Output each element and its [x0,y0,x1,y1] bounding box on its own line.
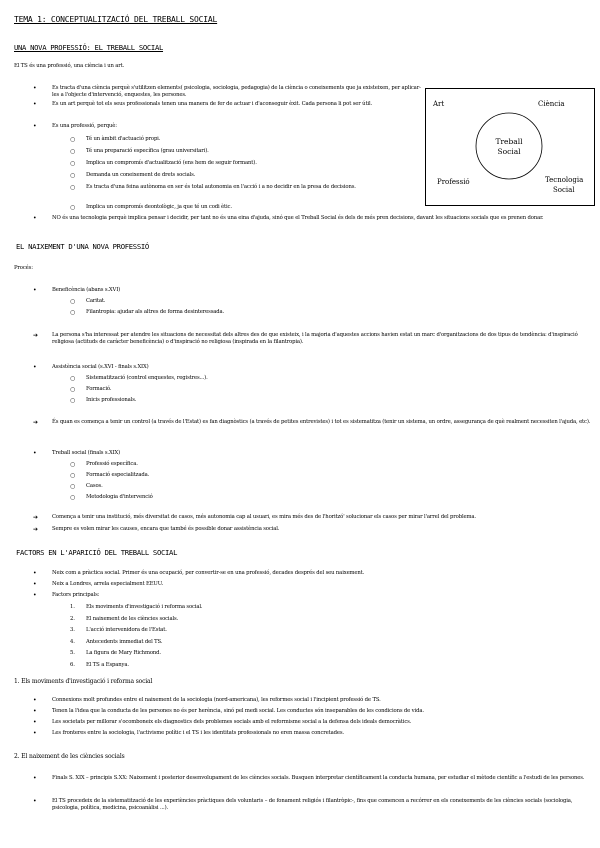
bullet-icon: • [33,697,37,704]
bullet-icon: • [33,85,37,92]
diagram-label-art: Art [433,100,445,108]
diagram-center-line1: Treball [495,137,523,146]
sub-item: Caritat. [86,298,106,304]
factor-number: 4. [70,638,75,645]
circle-bullet-icon: ○ [70,172,76,179]
intro-text: El TS és una professió, una ciència i un art. [14,63,125,69]
bullet-icon: • [33,287,37,294]
bullet-icon: • [33,730,37,737]
bullet-icon: • [33,570,37,577]
sub-item: Filantropia: ajudar als altres de forma desinteressada. [86,309,225,315]
treball-social-diagram [425,88,595,206]
diagram-label-tecnologia-l2: Social [553,186,575,194]
diagram-circle [476,113,542,179]
section-heading-factors: FACTORS EN L'APARICIÓ DEL TREBALL SOCIAL [16,548,178,557]
sub-item: Implica un compromís d'actualització (ens hem de seguir formant). [86,160,257,166]
sub-item: Sistematització (control enquestes, registres...). [86,375,208,381]
circle-bullet-icon: ○ [70,298,76,305]
arrow-icon: ➔ [33,332,39,339]
circle-bullet-icon: ○ [70,494,76,501]
sub-item: Implica un compromís deontològic, ja que té un codi ètic. [86,204,232,210]
sub-item: Professió específica. [86,461,138,467]
circle-bullet-icon: ○ [70,184,76,191]
factors-bullet-2: Neix a Londres, arrela especialment EEUU. [52,581,164,587]
bullet-icon: • [33,719,37,726]
factor-number: 6. [70,661,75,668]
circle-bullet-icon: ○ [70,148,76,155]
bullet-icon: • [33,581,37,588]
factor-item: Els moviments d'investigació i reforma social. [86,604,203,610]
diagram-label-ciencia: Ciència [538,100,565,108]
arrow-icon: ➔ [33,419,39,426]
sub-item: Formació. [86,386,112,392]
diagram-label-tecnologia-l1: Tecnologia [545,176,584,184]
sub-item: Formació especialitzada. [86,472,150,478]
moviments-bullet: Connexions molt profundes entre el naixement de la sociologia (nord-americana), les reformes social i l'incipient professió de TS. [52,697,381,703]
bullet-icon: • [33,101,37,108]
section-heading-naixement: EL NAIXEMENT D'UNA NOVA PROFESSIÓ [16,242,149,251]
factors-bullet-3: Factors principals: [52,592,100,598]
asist-heading: Assistència social (s.XVI - finals s.XIX) [52,364,149,370]
arrow-paragraph-3: Comença a tenir una institució, més diversitat de casos, més autonomia cap al usuari, es mira més des de l'horitzó' solucionar els casos per mirar l'arrel del problema. [52,514,476,520]
ciencies-bullet-2: El TS procedeix de la sistematització de les experiències pràctiques dels voluntaris – de fonament religiós i filantròpic-, fins que comencen a recórrer en els coneixements de les ciències socials (sociologia, psicologia, política, medicina, psicoanàlisi ...). [52,798,573,812]
bullet-icon: • [33,215,37,222]
circle-bullet-icon: ○ [70,483,76,490]
circle-bullet-icon: ○ [70,136,76,143]
moviments-bullet: Les fronteres entre la sociologia, l'activisme polític i el TS i les identitats professionals no eren massa concretades. [52,730,344,736]
circle-bullet-icon: ○ [70,397,76,404]
bullet-art: Es un art perquè tot els seus professionals tenen una manera de fer de actuar i d'aconseguir èxit. Cada persona li pot ser útil. [52,101,373,107]
benef-heading: Beneficència (abans s.XVI) [52,287,121,293]
factor-number: 2. [70,615,75,622]
arrow-icon: ➔ [33,514,39,521]
moviments-bullet: Les societats per millorar s'ocomboneix els diagnostics dels problemes socials amb el reformisme social a la defensa dels ideals democràtics. [52,719,412,725]
section-heading-ciencies: 2. El naixement de les ciències socials [14,753,125,760]
section-heading-moviments: 1. Els moviments d'investigació i reforma social [14,678,153,685]
circle-bullet-icon: ○ [70,386,76,393]
circle-bullet-icon: ○ [70,160,76,167]
bullet-icon: • [33,798,37,805]
bullet-icon: • [33,123,37,130]
bullet-icon: • [33,364,37,371]
circle-bullet-icon: ○ [70,461,76,468]
sub-item: Casos. [86,483,103,489]
diagram-label-professio: Professió [437,178,470,186]
proces-label: Procés: [14,265,33,271]
sub-item: Es tracta d'una feina autònoma en ser és total autonomia en l'acció i a no decidir en la presa de decisions. [86,184,356,190]
moviments-bullet: Tenen la l'idea que la conducta de les persones no és per herència, sinó pel medi social. Les conductes són inseparables de les condicions de vida. [52,708,424,714]
sub-item: Té una preparació específica (grau universitari). [86,148,209,154]
bullet-ciencia: Es tracta d'una ciència perquè s'utilitzen elements( psicologia, sociologia, pedagogia) de la ciència o coneixements que ja existeixen, per aplicar-les a l'objecte d'intervenció, enquestes, les persones. [52,85,421,99]
bullet-tecnologia: NO és una tecnologia perquè implica pensar i decidir, per tant no és una eina d'ajuda, sinó que el Treball Social és dels de més pren decisions, davant les situacions socials que es prenen donar. [52,215,544,221]
bullet-professio: Es una professió, perquè: [52,123,117,129]
bullet-icon: • [33,775,37,782]
circle-bullet-icon: ○ [70,375,76,382]
arrow-paragraph-4: Sempre es volen mirar les causes, encara que també és possible donar assistència social. [52,526,280,532]
section-heading-nova-professio: UNA NOVA PROFESSIÓ: EL TREBALL SOCIAL [14,43,164,52]
bullet-icon: • [33,592,37,599]
bullet-icon: • [33,450,37,457]
factor-number: 1. [70,604,75,610]
arrow-icon: ➔ [33,526,39,533]
diagram-center-line2: Social [497,147,521,156]
factor-item: La figura de Mary Richmond. [86,650,161,656]
ciencies-bullet-1: Finals S. XIX – principis S.XX: Naixement i posterior desenvolupament de les ciències socials. Busquen interpretar científicament la conducta humana, per estudiar el mètode científic a l'estudi de les persones. [52,775,585,781]
factor-number: 3. [70,627,75,633]
circle-bullet-icon: ○ [70,204,76,211]
sub-item: Metodologia d'intervenció [86,494,153,500]
factor-item: El TS a Espanya. [86,661,129,668]
document-title: TEMA 1: CONCEPTUALITZACIÓ DEL TREBALL SOCIAL [14,15,218,24]
factor-item: L'acció intervenidora de l'Estat. [86,627,167,633]
factors-bullet-1: Neix com a pràctica social. Primer és una ocupació, per convertir-se en una professió, decades després del seu naixement. [52,570,365,576]
circle-bullet-icon: ○ [70,472,76,479]
arrow-paragraph-2: És quan es comença a tenir un control (a través de l'Estat) es fan diagnòstics (a través de petites entrevistes) i tot es sistematitza (tenir un sistema, un ordre, assegurança de què realment necessiten l'ajuda, etc). [52,419,591,425]
ts-heading: Treball social (finals s.XIX) [52,450,121,456]
factor-item: El naixement de les ciències socials. [86,615,179,622]
factor-item: Antecedents immediat del TS. [86,638,163,645]
bullet-icon: • [33,708,37,715]
arrow-paragraph-1: La persona s'ha interessat per atendre les situacions de necessitat dels altres des de que existeix, i la majoria d'aquestes accions havien estat un marc d'organitzacions de dos tipus de tendència: d'inspiració religiosa (actituds de caràcter beneficència) o d'inspiració no religiosa (inspirada en la filantropia). [52,332,578,346]
sub-item: Té un àmbit d'actuació propi. [86,136,161,142]
circle-bullet-icon: ○ [70,309,76,316]
sub-item: Inicis professionals. [86,397,137,403]
sub-item: Demanda un coneixement de drets socials. [86,172,196,178]
factor-number: 5. [70,650,75,656]
